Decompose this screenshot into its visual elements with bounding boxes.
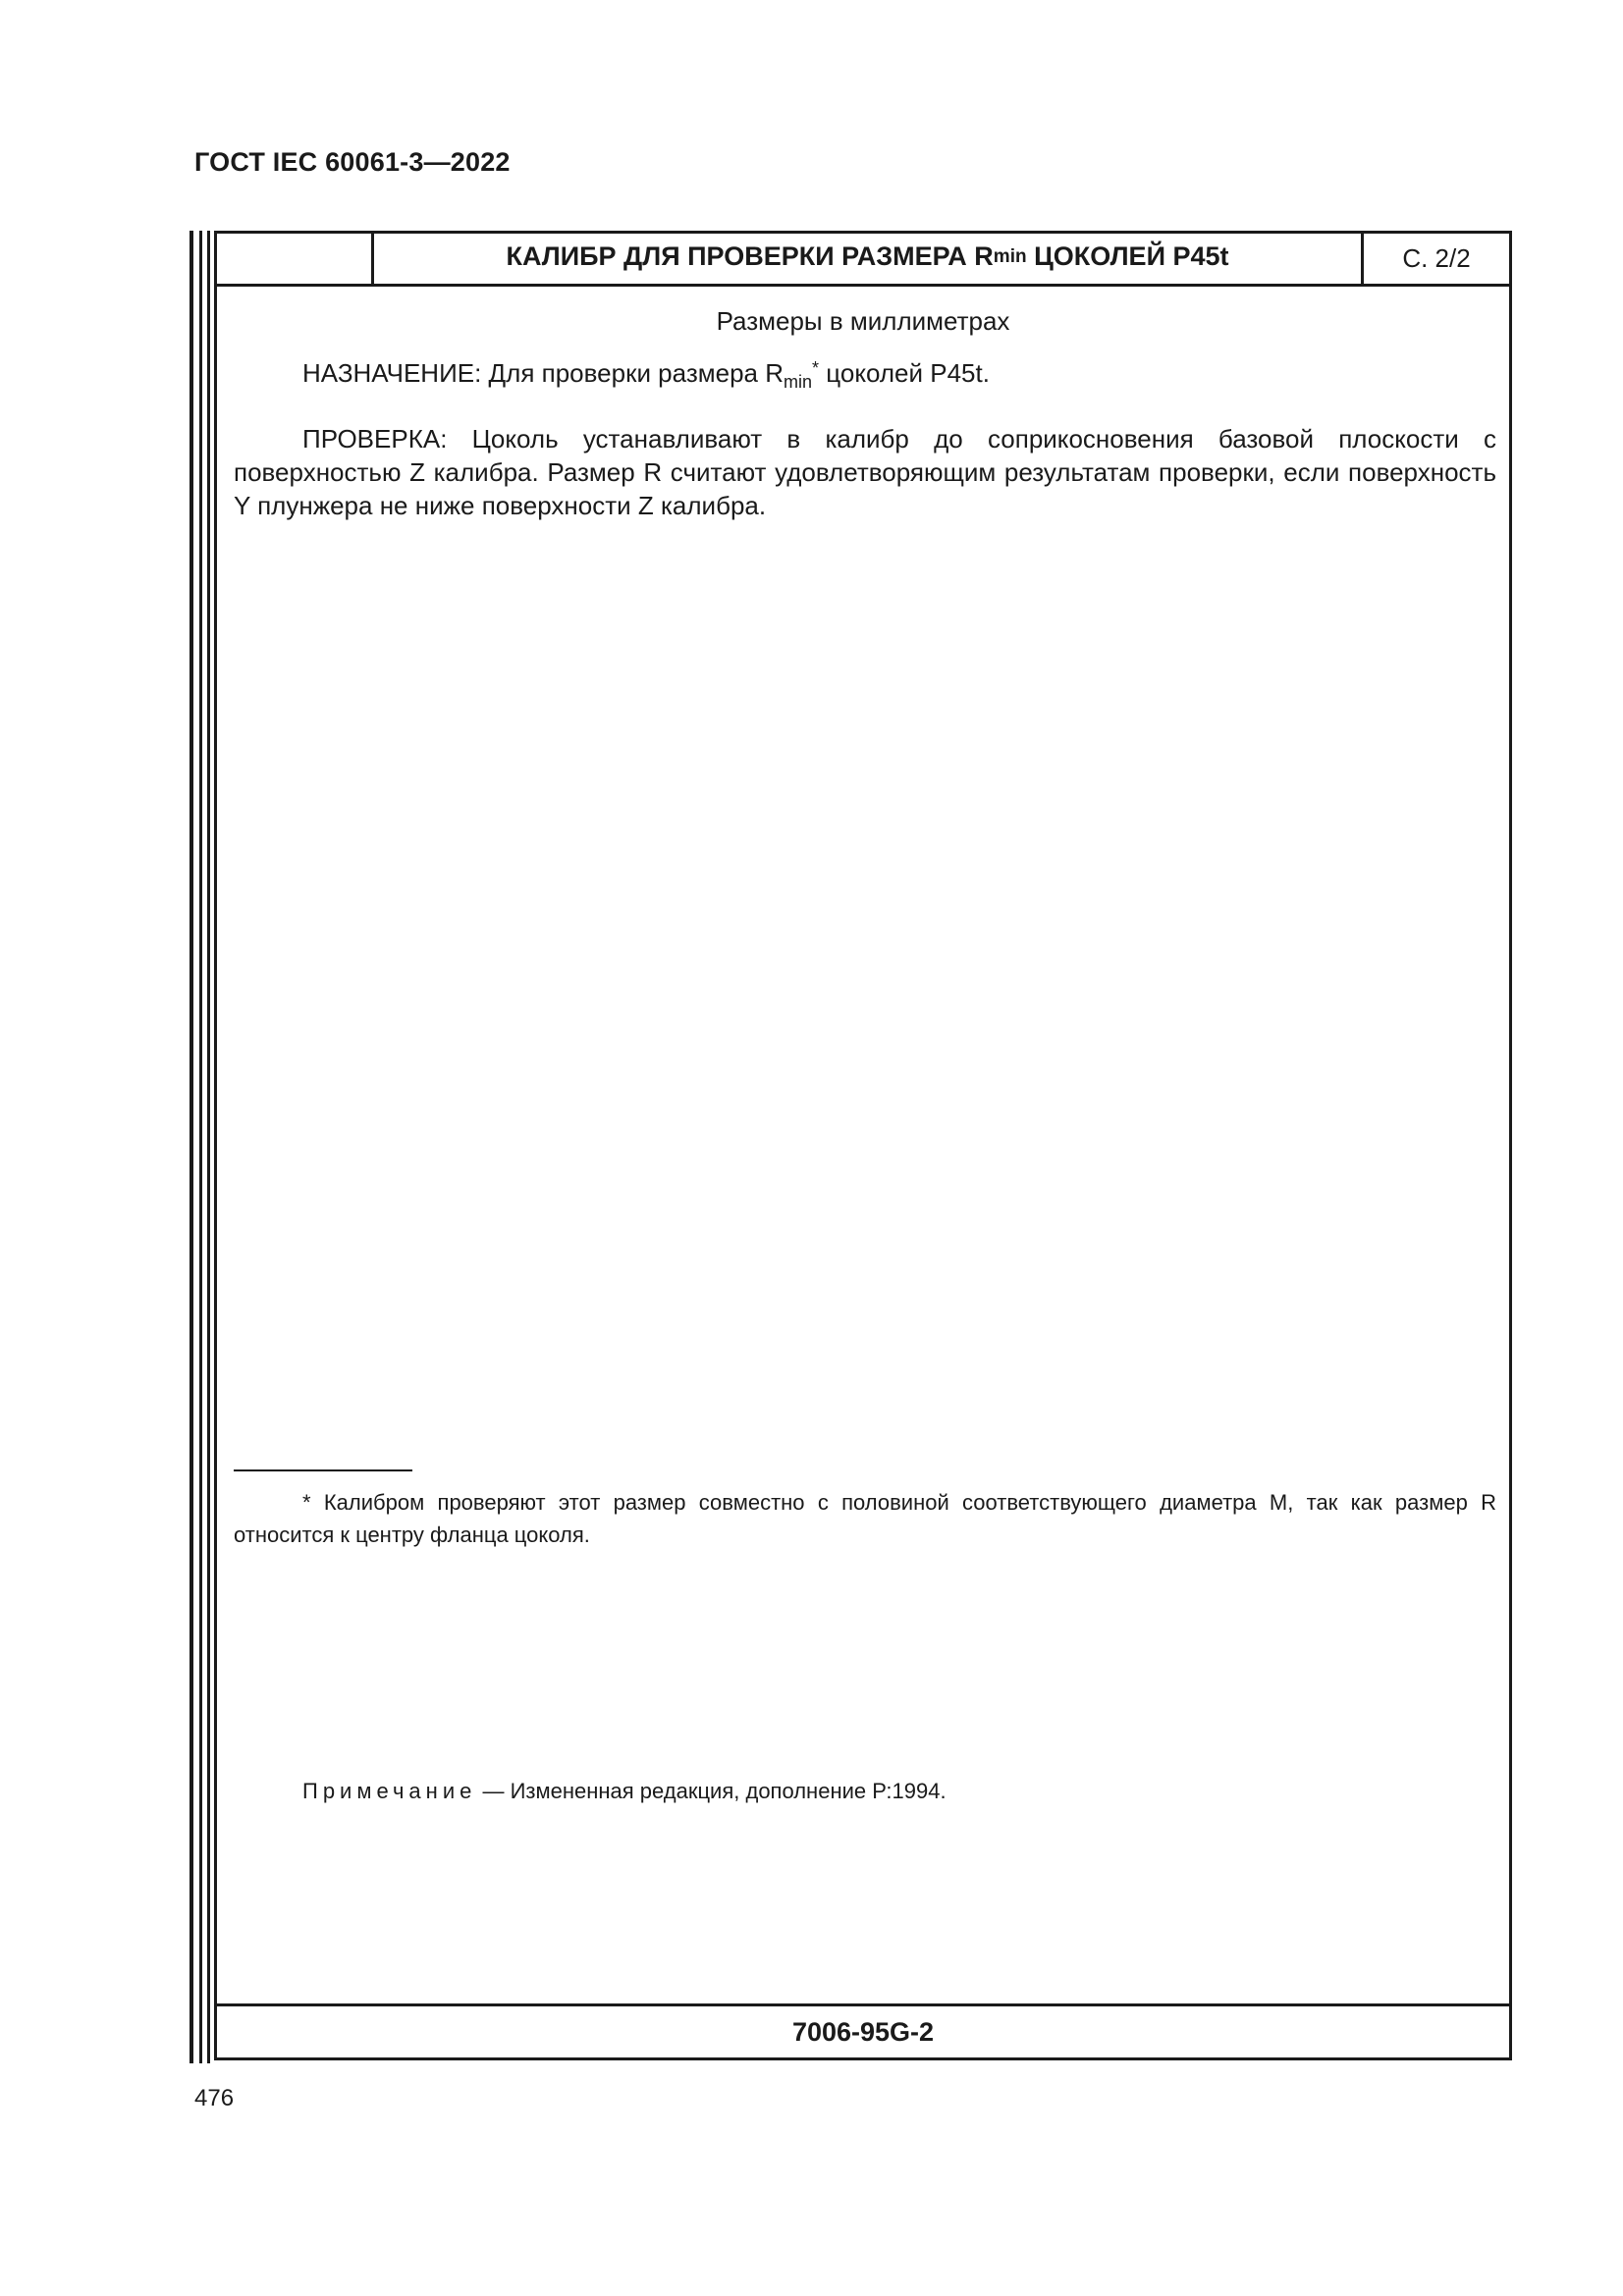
data-sheet (214, 231, 1512, 2060)
check-paragraph: ПРОВЕРКА: Цоколь устанавливают в калибр до соприкосновения базовой плоскости с поверхностью Z калибра. Размер R считают удовлетворяющим результатам проверки, если поверхность Y плунжера не ниже поверхности Z калибра. (234, 424, 1496, 520)
purpose-paragraph (234, 356, 1496, 390)
sheet-title: КАЛИБР ДЛЯ ПРОВЕРКИ РАЗМЕРА R min ЦОКОЛЕЙ Р45t (374, 234, 1364, 284)
purpose-prefix: НАЗНАЧЕНИЕ: Для проверки размера R (302, 358, 784, 388)
page-number: 476 (194, 2085, 235, 2111)
title-blank-cell (217, 234, 374, 284)
note-text: — Измененная редакция, дополнение Р:1994. (476, 1779, 947, 1803)
sheet-title-prefix: КАЛИБР ДЛЯ ПРОВЕРКИ РАЗМЕРА R (506, 241, 994, 271)
units-caption: Размеры в миллиметрах (716, 306, 1010, 336)
footnote-rule (234, 1469, 412, 1471)
sheet-page-indicator: С. 2/2 (1402, 243, 1471, 273)
title-row (217, 234, 1509, 287)
standard-header: ГОСТ IEC 60061-3—2022 (194, 147, 511, 177)
sheet-code: 7006-95G-2 (217, 2003, 1509, 2057)
sheet-title-suffix: ЦОКОЛЕЙ Р45t (1026, 241, 1229, 271)
purpose-subscript: min (784, 372, 813, 392)
note (302, 1779, 947, 1804)
binding-line (207, 231, 210, 2063)
note-label: Примечание (302, 1779, 477, 1803)
binding-line (189, 231, 193, 2063)
purpose-suffix: цоколей Р45t. (819, 358, 990, 388)
purpose-footnote-mark: * (812, 358, 820, 378)
footnote: * Калибром проверяют этот размер совместно с половиной соответствующего диаметра М, так как размер R относится к центру фланца цоколя. (234, 1490, 1496, 1547)
binding-line (199, 231, 202, 2063)
